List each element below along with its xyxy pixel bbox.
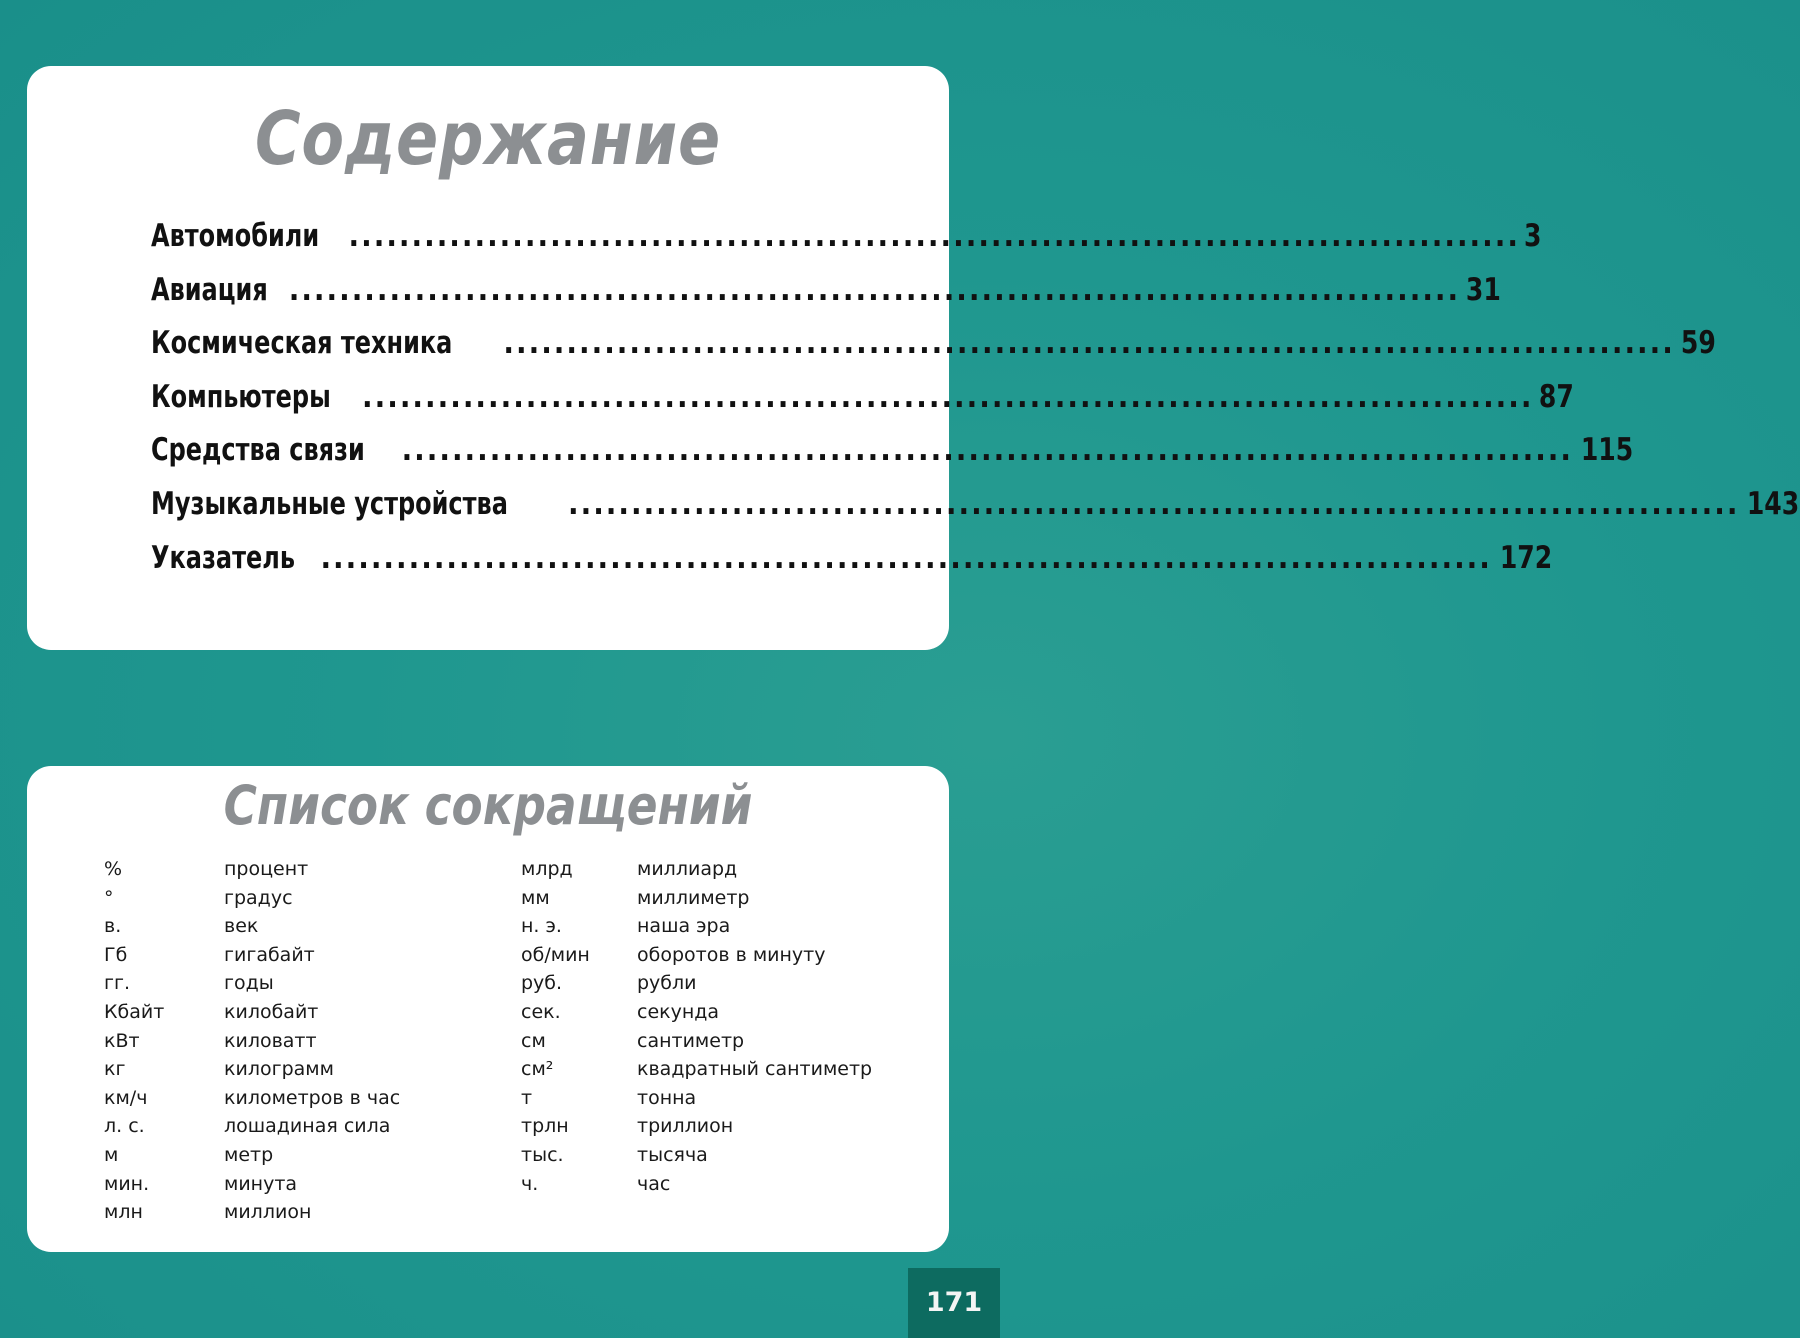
contents-list: [151, 218, 1800, 593]
toc-entry-name: Космическая техника: [151, 325, 453, 362]
abbreviations-right-column: [521, 858, 921, 1201]
abbreviation-row: [104, 944, 504, 973]
abbreviation: мм: [521, 886, 550, 909]
abbreviation-row: [521, 972, 921, 1001]
toc-entry-page: 172: [1499, 539, 1553, 576]
abbreviation-meaning: минута: [224, 1172, 298, 1195]
toc-dot-leader: .............................................................................................: [503, 325, 1675, 362]
abbreviation: т: [521, 1086, 533, 1109]
abbreviation: млн: [104, 1201, 143, 1224]
abbreviation-row: [104, 972, 504, 1001]
abbreviation-row: [521, 1115, 921, 1144]
abbreviation: трлн: [521, 1115, 569, 1138]
abbreviation: в.: [104, 915, 122, 938]
abbreviations-card: [27, 766, 949, 1252]
toc-dot-leader: .............................................................................................: [348, 218, 1520, 254]
toc-entry-name: Музыкальные устройства: [151, 485, 508, 522]
abbreviation-row: [104, 1058, 504, 1087]
abbreviation-row: [104, 1087, 504, 1116]
toc-entry[interactable]: [151, 325, 1716, 379]
abbreviation-meaning: килобайт: [224, 1000, 319, 1023]
toc-entry-page: 31: [1466, 271, 1501, 308]
toc-dot-leader: .............................................................................................: [401, 432, 1573, 469]
abbreviation-row: [104, 887, 504, 916]
toc-dot-leader: .............................................................................................: [320, 539, 1492, 576]
abbreviation: сек.: [521, 1000, 561, 1023]
abbreviation-meaning: килограмм: [224, 1058, 334, 1081]
abbreviation-meaning: гигабайт: [224, 943, 315, 966]
abbreviation: км/ч: [104, 1086, 148, 1109]
abbreviation-meaning: километров в час: [224, 1086, 401, 1109]
toc-entry-name: Компьютеры: [151, 378, 331, 415]
abbreviation-meaning: градус: [224, 886, 293, 909]
toc-entry[interactable]: [151, 539, 1553, 594]
toc-entry[interactable]: [151, 485, 1800, 540]
contents-card: [27, 66, 1800, 650]
abbreviation-meaning: триллион: [637, 1115, 734, 1138]
abbreviation: см: [521, 1029, 546, 1052]
abbreviation: кВт: [104, 1029, 140, 1052]
abbreviation-meaning: тысяча: [637, 1143, 708, 1166]
abbreviation-row: [521, 1058, 921, 1087]
abbreviation: об/мин: [521, 943, 590, 966]
toc-entry-name: Автомобили: [151, 218, 320, 254]
abbreviation-row: [521, 1030, 921, 1059]
abbreviation-row: [104, 915, 504, 944]
abbreviation-row: [521, 1144, 921, 1173]
toc-entry[interactable]: [151, 271, 1501, 326]
abbreviation-row: [521, 1087, 921, 1116]
abbreviation-meaning: киловатт: [224, 1029, 317, 1052]
abbreviation: гг.: [104, 972, 131, 995]
abbreviation-row: [104, 1030, 504, 1059]
abbreviation-meaning: наша эра: [637, 915, 731, 938]
abbreviation: л. с.: [104, 1115, 145, 1138]
abbreviation: °: [104, 886, 114, 909]
abbreviation: Гб: [104, 943, 128, 966]
abbreviation: мин.: [104, 1172, 150, 1195]
abbreviation-meaning: тонна: [637, 1086, 697, 1109]
abbreviation-meaning: метр: [224, 1143, 274, 1166]
abbreviation-meaning: век: [224, 915, 259, 938]
abbreviation-meaning: миллиметр: [637, 886, 750, 909]
abbreviation-row: [521, 915, 921, 944]
toc-entry[interactable]: [151, 432, 1634, 486]
abbreviation-row: [521, 858, 921, 887]
abbreviation-row: [104, 858, 504, 887]
abbreviation: руб.: [521, 972, 563, 995]
abbreviation-meaning: рубли: [637, 972, 697, 995]
abbreviation-row: [104, 1173, 504, 1202]
abbreviation-meaning: лошадиная сила: [224, 1115, 391, 1138]
abbreviation: м: [104, 1143, 119, 1166]
abbreviations-left-column: [104, 858, 504, 1230]
abbreviation-row: [521, 1001, 921, 1030]
toc-entry[interactable]: [151, 218, 1542, 272]
toc-entry-page: 59: [1680, 325, 1716, 362]
abbreviation-meaning: оборотов в минуту: [637, 943, 826, 966]
abbreviation: %: [104, 858, 123, 880]
toc-dot-leader: .............................................................................................: [362, 378, 1534, 415]
abbreviation-meaning: секунда: [637, 1000, 720, 1023]
page-number: 171: [908, 1268, 1000, 1338]
abbreviation: см²: [521, 1058, 554, 1081]
abbreviation-row: [104, 1001, 504, 1030]
abbreviation: млрд: [521, 858, 573, 880]
abbreviation: Кбайт: [104, 1000, 165, 1023]
abbreviation-row: [104, 1115, 504, 1144]
abbreviation-meaning: процент: [224, 858, 309, 880]
abbreviation: тыс.: [521, 1143, 564, 1166]
toc-entry[interactable]: [151, 378, 1575, 433]
abbreviation: ч.: [521, 1172, 539, 1195]
abbreviation-meaning: миллион: [224, 1201, 312, 1224]
toc-entry-name: Авиация: [151, 271, 268, 308]
toc-entry-page: 87: [1539, 378, 1575, 415]
toc-entry-page: 3: [1523, 218, 1542, 254]
abbreviation-meaning: миллиард: [637, 858, 738, 880]
abbreviation-meaning: годы: [224, 972, 274, 995]
abbreviation-meaning: сантиметр: [637, 1029, 745, 1052]
abbreviation: кг: [104, 1058, 126, 1081]
abbreviations-title: Список сокращений: [223, 774, 753, 837]
toc-entry-name: Указатель: [151, 539, 296, 576]
toc-entry-page: 115: [1580, 432, 1634, 469]
toc-dot-leader: .............................................................................................: [568, 485, 1740, 522]
toc-entry-name: Средства связи: [151, 432, 365, 469]
abbreviation-meaning: квадратный сантиметр: [637, 1058, 873, 1081]
abbreviation-row: [521, 944, 921, 973]
toc-entry-page: 143: [1747, 485, 1800, 522]
abbreviation-row: [521, 1173, 921, 1202]
abbreviation-row: [104, 1201, 504, 1230]
abbreviation: н. э.: [521, 915, 562, 938]
contents-title: Содержание: [254, 96, 722, 182]
abbreviation-row: [104, 1144, 504, 1173]
abbreviation-meaning: час: [637, 1172, 671, 1195]
abbreviation-row: [521, 887, 921, 916]
toc-dot-leader: .............................................................................................: [288, 271, 1461, 308]
